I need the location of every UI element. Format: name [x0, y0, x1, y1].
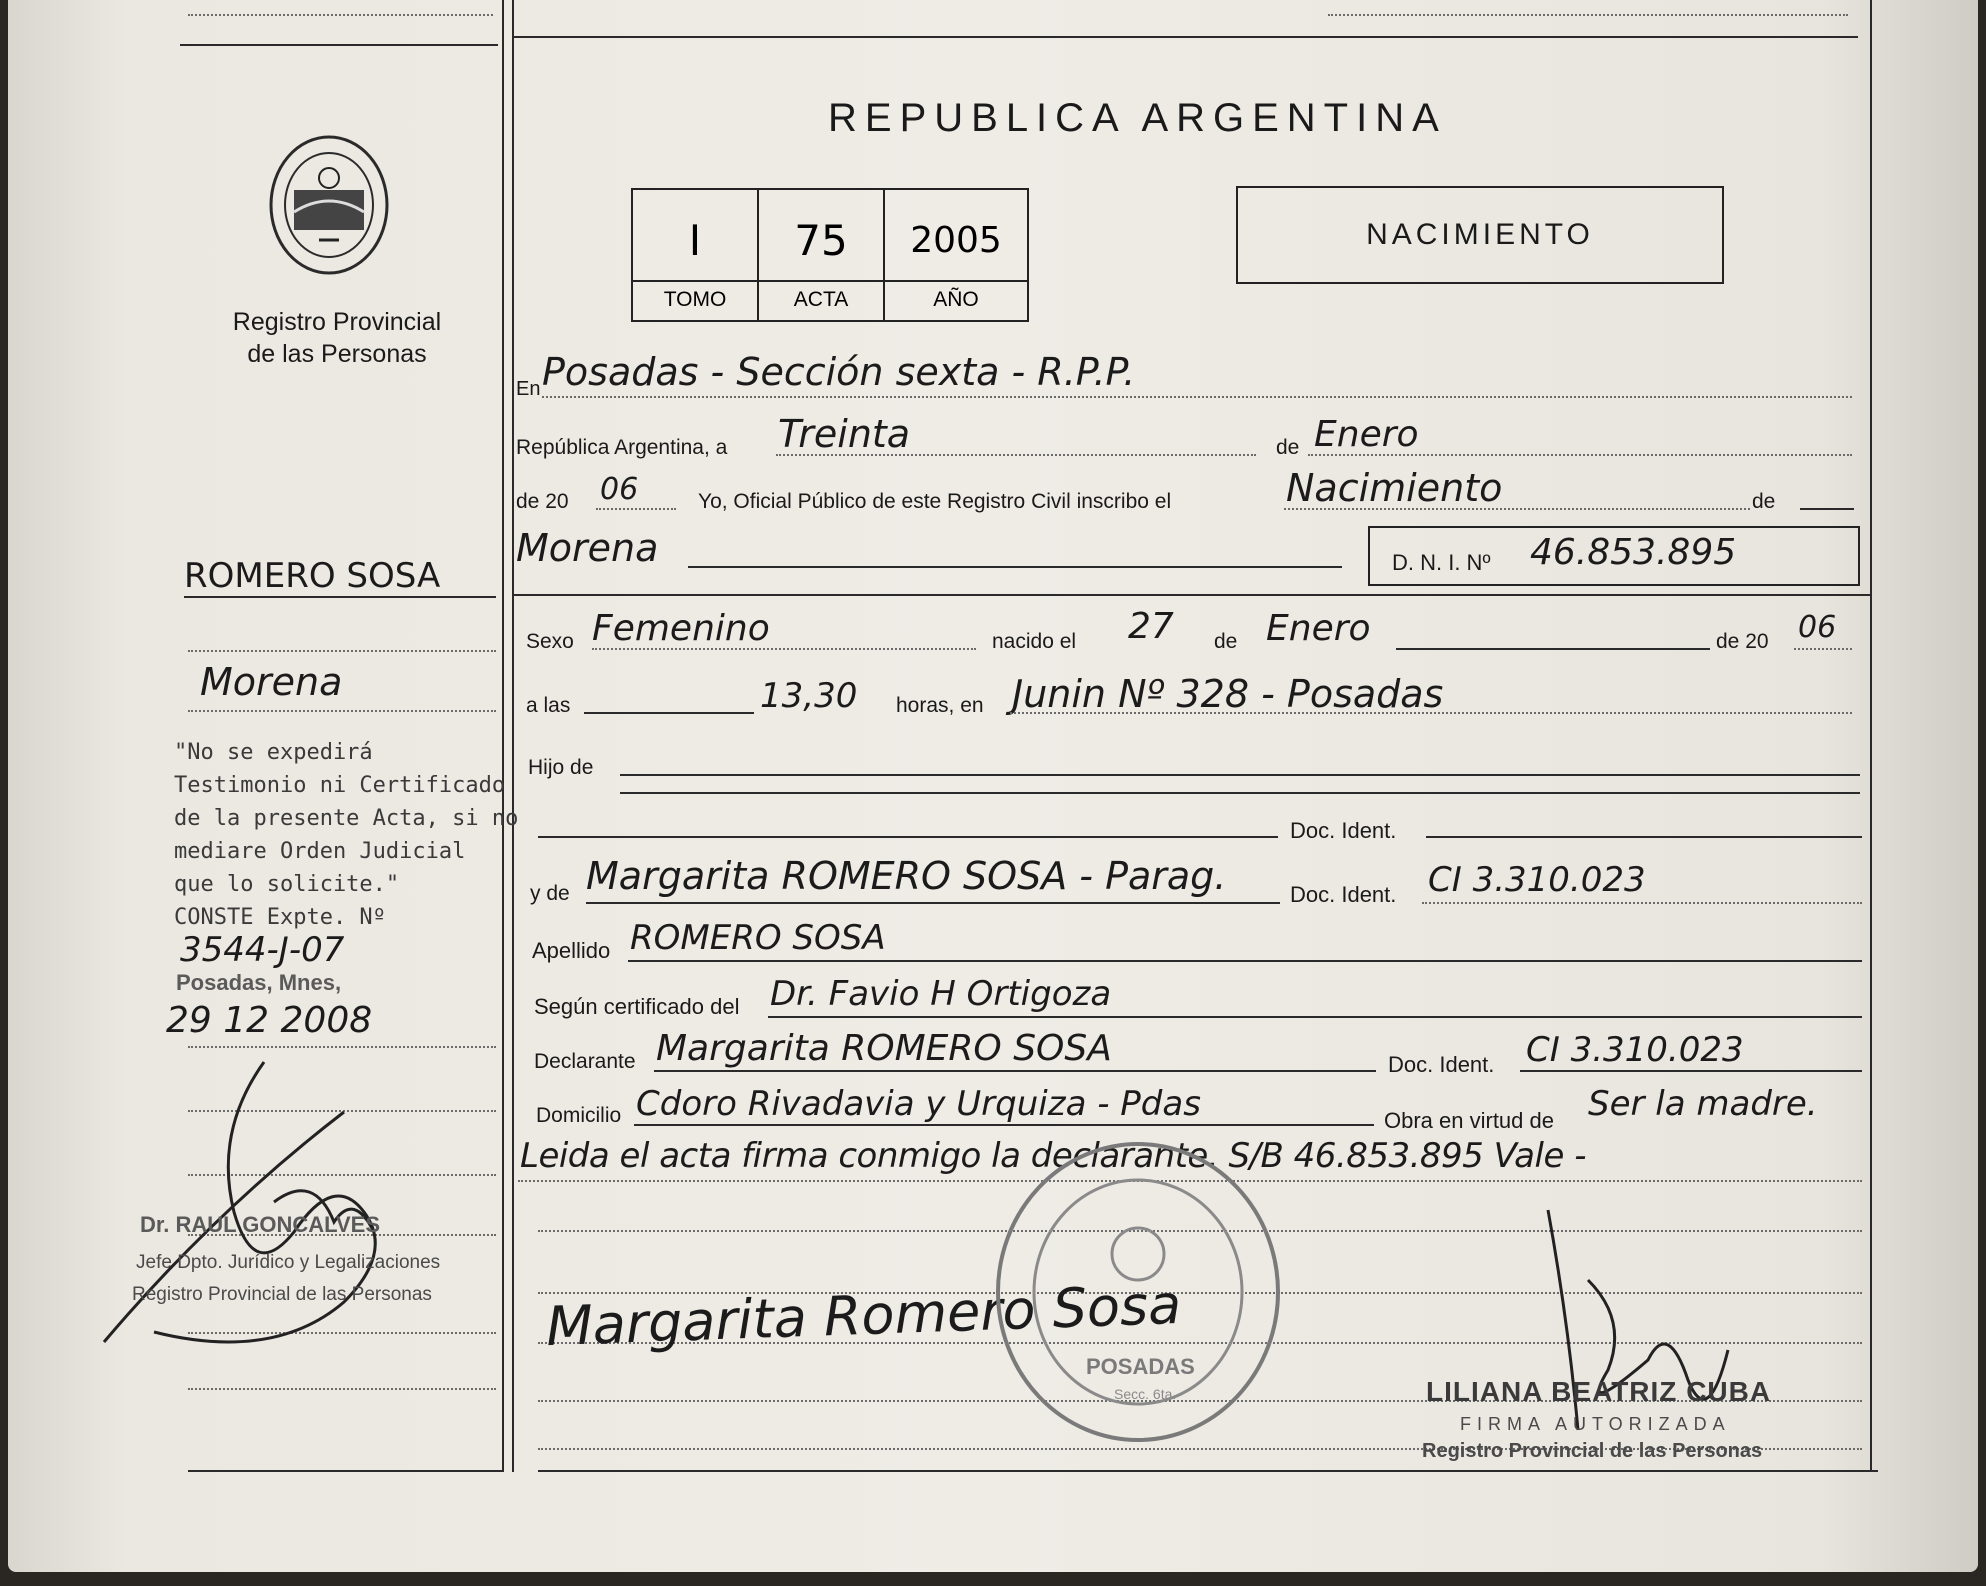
birth-place: Junin Nº 328 - Posadas	[1012, 672, 1444, 716]
bottom-rule	[538, 1470, 1878, 1472]
place-value: Posadas - Sección sexta - R.P.P.	[542, 350, 1136, 394]
de-label-2: de	[1752, 490, 1776, 513]
note-line-2: Testimonio ni Certificado	[174, 773, 506, 798]
document-title: REPUBLICA ARGENTINA	[828, 96, 1447, 140]
stamp-center-text: POSADAS	[1086, 1354, 1195, 1379]
official-text: Yo, Oficial Público de este Registro Civil inscribo el	[698, 490, 1172, 513]
birth-year: 06	[1798, 610, 1837, 645]
note-line-5: que lo solicite."	[174, 872, 400, 897]
margin-official-name: Dr. RAUL GONCALVES	[140, 1212, 380, 1237]
margin-dotted-3	[188, 1046, 496, 1048]
birth-month: Enero	[1266, 608, 1371, 649]
margin-surname: ROMERO SOSA	[184, 556, 441, 596]
birth-month-line	[1396, 648, 1710, 650]
sexo-line	[592, 648, 976, 650]
domicilio-value: Cdoro Rivadavia y Urquiza - Pdas	[636, 1084, 1201, 1124]
margin-dotted-1	[188, 650, 496, 652]
alas-line	[584, 712, 754, 714]
top-main-rule	[513, 36, 1858, 38]
margin-date: 29 12 2008	[166, 1000, 373, 1041]
yde-label: y de	[530, 882, 570, 905]
remark-text: Leida el acta firma conmigo la declarante. S/B 46.853.895 Vale -	[520, 1136, 1586, 1176]
tomo-label: TOMO	[633, 282, 759, 320]
official-office: Registro Provincial de las Personas	[1422, 1440, 1763, 1462]
year-prefix: de 20	[516, 490, 569, 513]
obra-value: Ser la madre.	[1588, 1084, 1818, 1124]
declarante-value: Margarita ROMERO SOSA	[656, 1028, 1112, 1069]
birth-certificate-page	[8, 0, 1978, 1572]
margin-dotted-8	[188, 1388, 496, 1390]
registry-line-1: Registro Provincial	[232, 308, 442, 336]
declarante-doc: CI 3.310.023	[1526, 1030, 1744, 1070]
day-line	[776, 454, 1256, 456]
place-line	[542, 396, 1852, 398]
horas-label: horas, en	[896, 694, 984, 717]
event-line	[1284, 508, 1750, 510]
cert-value: Dr. Favio H Ortigoza	[770, 974, 1112, 1014]
margin-dotted-2	[188, 710, 496, 712]
father-doc-line	[1426, 836, 1862, 838]
identity-rule	[513, 594, 1871, 596]
tomo-value: I	[633, 190, 759, 282]
margin-place: Posadas, Mnes,	[176, 970, 342, 995]
en-label: En	[516, 378, 541, 400]
de-label: de	[1276, 436, 1300, 459]
child-name-line	[688, 566, 1342, 568]
margin-official-office: Registro Provincial de las Personas	[132, 1284, 432, 1305]
event-value: Nacimiento	[1286, 466, 1503, 510]
registry-line-2: de las Personas	[247, 340, 427, 368]
nacido-label: nacido el	[992, 630, 1077, 653]
father-line-3	[538, 836, 1278, 838]
mother-signature: Margarita Romero Sosa	[545, 1272, 1183, 1359]
hijo-label: Hijo de	[528, 756, 594, 779]
year-line	[596, 508, 676, 510]
doc-label-2: Doc. Ident.	[1290, 882, 1397, 907]
margin-first-name: Morena	[200, 660, 343, 704]
stamp-sub-text: Secc. 6ta.	[1114, 1386, 1177, 1402]
note-line-4: mediare Orden Judicial	[174, 839, 466, 864]
registration-box	[631, 188, 1029, 322]
act-type: NACIMIENTO	[1366, 218, 1594, 251]
month-line	[1308, 454, 1852, 456]
margin-official-title: Jefe Dpto. Jurídico y Legalizaciones	[136, 1252, 441, 1273]
domicilio-line	[634, 1124, 1374, 1126]
sexo-value: Femenino	[592, 608, 770, 649]
birth-year-line	[1794, 648, 1852, 650]
declarante-doc-line	[1520, 1070, 1862, 1072]
dni-box	[1368, 526, 1860, 586]
de-line	[1800, 508, 1854, 510]
official-name: LILIANA BEATRIZ CUBA	[1426, 1376, 1772, 1407]
note-line-1: "No se expedirá	[174, 740, 373, 765]
ano-label: AÑO	[933, 288, 979, 311]
birth-day: 27	[1128, 606, 1174, 647]
alas-label: a las	[526, 694, 571, 717]
birth-year-prefix: de 20	[1716, 630, 1769, 653]
domicilio-label: Domicilio	[536, 1104, 622, 1127]
firma-label: FIRMA AUTORIZADA	[1460, 1414, 1731, 1434]
note-line-6: CONSTE Expte. Nº	[174, 905, 386, 930]
segun-label: Según certificado del	[534, 994, 740, 1019]
margin-surname-line	[184, 596, 496, 598]
right-border	[1870, 0, 1872, 1472]
declarante-line	[654, 1070, 1376, 1072]
mother-value: Margarita ROMERO SOSA - Parag.	[586, 854, 1227, 898]
dni-value: 46.853.895	[1530, 532, 1737, 573]
margin-bottom-rule	[188, 1470, 502, 1472]
hour-value: 13,30	[760, 676, 858, 716]
month-value: Enero	[1314, 414, 1419, 455]
declarante-label: Declarante	[534, 1050, 636, 1073]
margin-expediente: 3544-J-07	[180, 930, 345, 970]
father-line-2	[620, 792, 1860, 794]
sexo-label: Sexo	[526, 630, 574, 653]
obra-label: Obra en virtud de	[1384, 1108, 1554, 1133]
apellido-line	[628, 960, 1862, 962]
de-label-3: de	[1214, 630, 1238, 653]
dni-label: D. N. I. Nº	[1392, 550, 1491, 575]
note-line-3: de la presente Acta, si no	[174, 806, 519, 831]
child-name: Morena	[516, 526, 659, 570]
apellido-value: ROMERO SOSA	[630, 918, 886, 958]
acta-label: ACTA	[759, 282, 885, 320]
doc-label-3: Doc. Ident.	[1388, 1052, 1495, 1077]
mother-line	[586, 902, 1280, 904]
top-dotted-line-right	[1328, 14, 1848, 16]
mother-doc: CI 3.310.023	[1428, 860, 1646, 900]
act-type-box	[1236, 186, 1724, 284]
republica-label: República Argentina, a	[516, 436, 728, 459]
apellido-label: Apellido	[532, 938, 611, 963]
birth-place-line	[1010, 712, 1852, 714]
year-value: 06	[600, 472, 639, 507]
mother-doc-line	[1422, 902, 1862, 904]
misiones-seal-icon	[264, 130, 394, 280]
doc-label: Doc. Ident.	[1290, 818, 1397, 843]
acta-value: 75	[759, 190, 885, 282]
top-left-rule	[180, 44, 498, 46]
margin-note	[174, 736, 518, 934]
day-value: Treinta	[778, 412, 911, 456]
cert-line	[768, 1016, 1862, 1018]
father-line	[620, 774, 1860, 776]
ano-value: 2005	[910, 220, 1002, 261]
